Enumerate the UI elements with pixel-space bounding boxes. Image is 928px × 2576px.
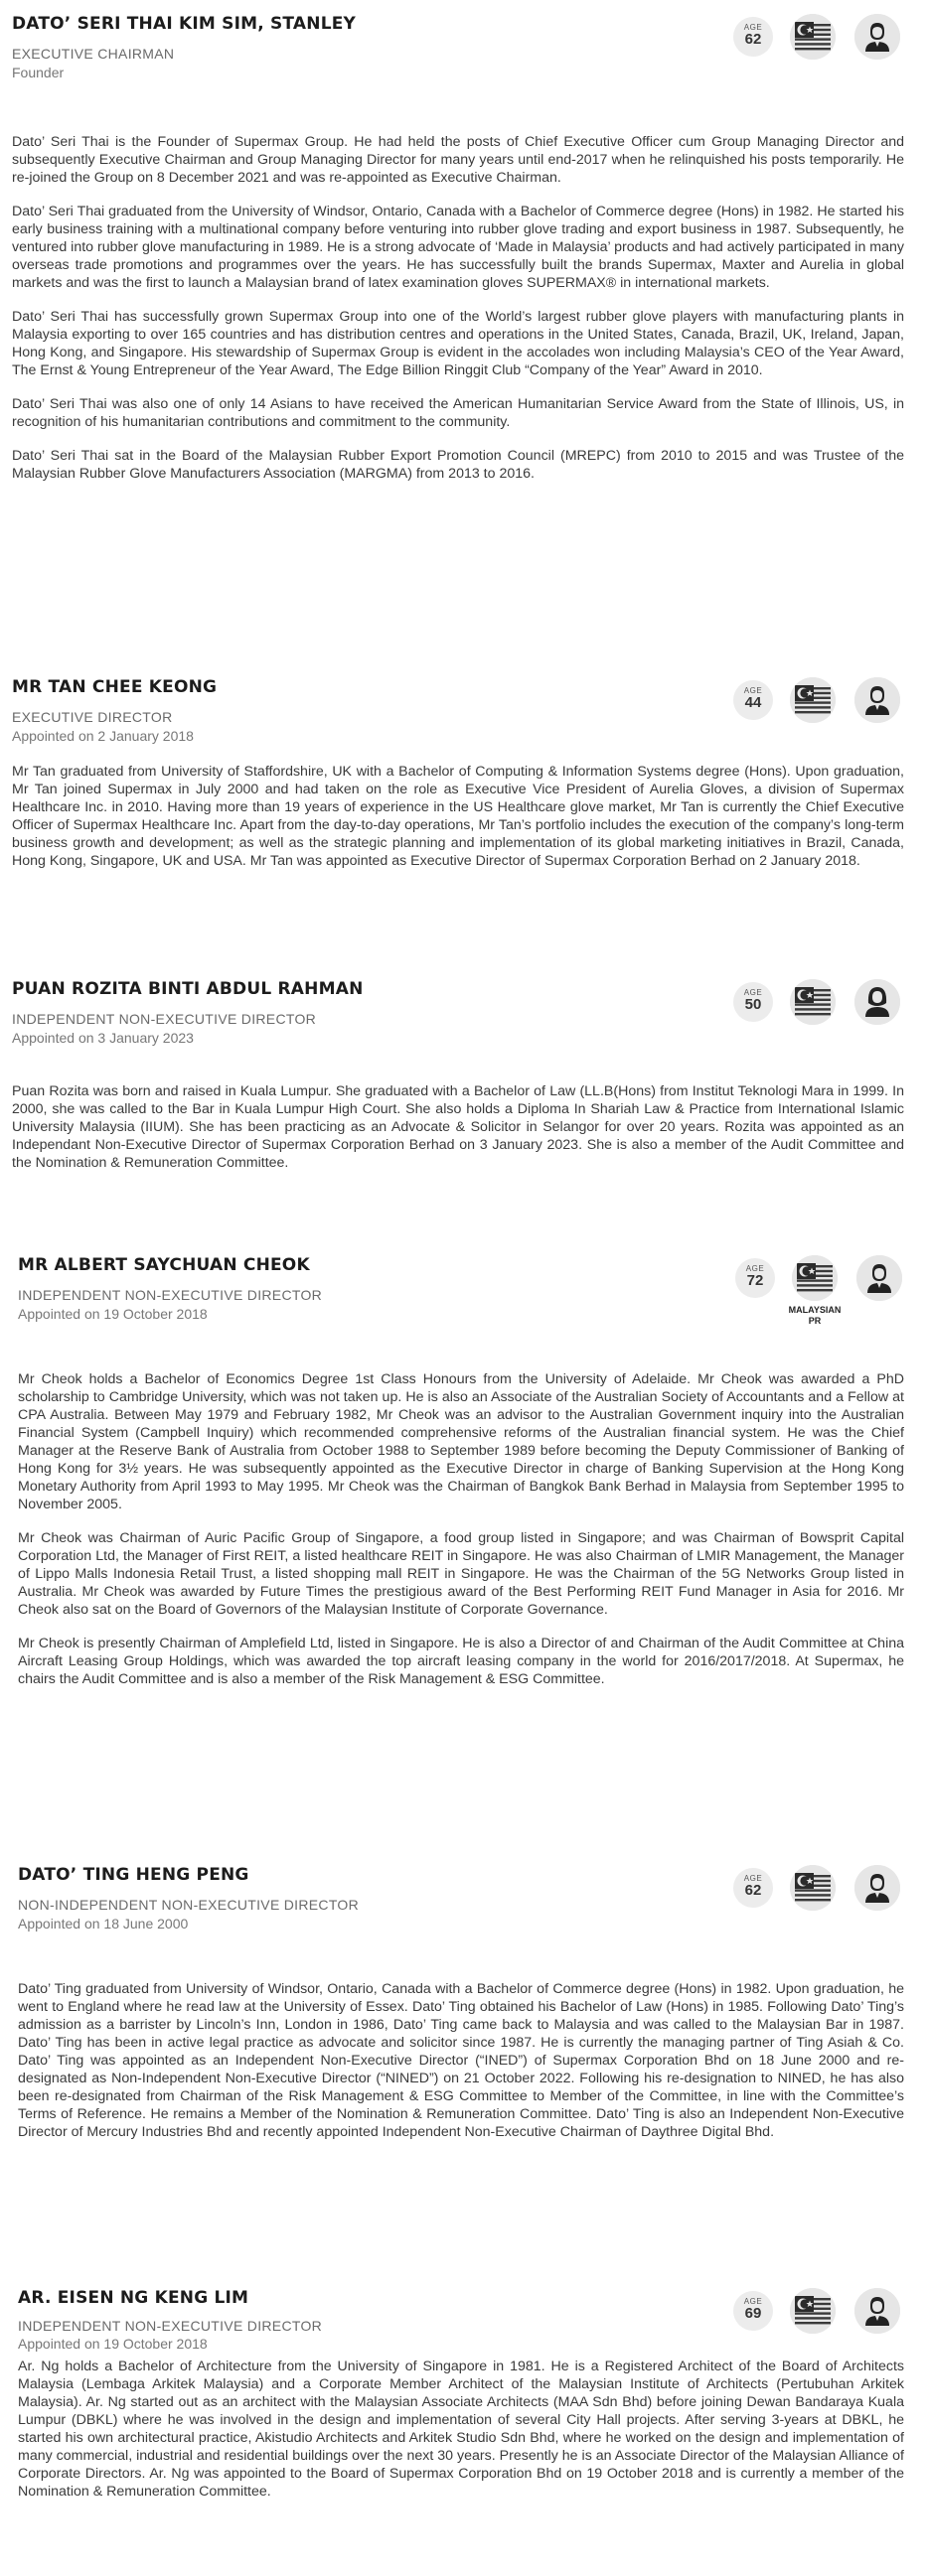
director-profile <box>12 14 906 570</box>
bio-paragraph: Dato’ Seri Thai sat in the Board of the Malaysian Rubber Export Promotion Council (MREPC) from 2010 to 2015 and was Trustee of the Malaysian Rubber Glove Manufacturers Association (MARGMA) from 2013 to 2016. <box>12 448 904 482</box>
director-profile <box>12 979 906 1208</box>
age-badge <box>733 982 773 1022</box>
bio-paragraph: Mr Cheok holds a Bachelor of Economics Degree 1st Class Honours from the University of Adelaide. Mr Cheok was awarded a PhD scholarship to Cambridge University, which was not taken up. He is also an Associate of the Australian Society of Accountants and a Fellow at CPA Australia. Between May 1979 and February 1982, Mr Cheok was an advisor to the Australian Government inquiry into the Australian Financial System (Campbell Inquiry) which recommended comprehensive reforms of the Australian financial system. He was the Chief Manager at the Reserve Bank of Australia from October 1988 to September 1989 before becoming the Deputy Commissioner of Banking of Hong Kong for 3½ years. He was subsequently appointed as the Executive Director in charge of Banking Supervision at the Hong Kong Monetary Authority from April 1993 to May 1995. Mr Cheok was the Chairman of Bangkok Bank Berhad in Malaysia from September 1995 to November 2005. <box>18 1371 904 1512</box>
bio-paragraph: Ar. Ng holds a Bachelor of Architecture from the University of Singapore in 1981. He is a Registered Architect of the Board of Architects Malaysia (Lembaga Arkitek Malaysia) and a Corporate Member Architect of the Malaysian Institute of Architects (Pertubuhan Arkitek Malaysia). Ar. Ng started out as an architect with the Malaysian Associate Architects (MAA Sdn Bhd) before joining Dewan Bandaraya Kuala Lumpur (DBKL) where he was involved in the design and implementation of several City Hall projects. After serving 3-years at DBKL, he started his own architectural practice, Akistudio Architects and Arkitek Studio Sdn Bhd, where he worked on the design and implementation of many commercial, industrial and residential buildings over the next 30 years. Presently he is an Associate Director of the Malaysian Alliance of Corporate Directors. Ar. Ng was appointed to the Board of Supermax Corporation Bhd on 19 October 2018 and is currently a member of the Nomination & Remuneration Committee. <box>18 2359 904 2500</box>
malaysia-flag-icon <box>790 14 836 60</box>
malaysia-flag-icon <box>790 979 836 1025</box>
male-person-icon <box>854 677 900 723</box>
director-badges <box>733 677 907 737</box>
director-role: INDEPENDENT NON-EXECUTIVE DIRECTOR <box>18 2318 323 2334</box>
age-badge <box>733 680 773 720</box>
age-label: AGE <box>745 1264 765 1273</box>
age-value: 62 <box>744 1882 762 1899</box>
age-label: AGE <box>743 2297 763 2306</box>
director-role: NON-INDEPENDENT NON-EXECUTIVE DIRECTOR <box>18 1897 360 1913</box>
malaysia-flag-icon <box>790 2288 836 2334</box>
director-name: MR ALBERT SAYCHUAN CHEOK <box>18 1255 310 1275</box>
director-subtitle: Appointed on 2 January 2018 <box>12 728 194 744</box>
director-subtitle: Appointed on 18 June 2000 <box>18 1916 189 1932</box>
bio-paragraph: Puan Rozita was born and raised in Kuala Lumpur. She graduated with a Bachelor of Law (LL.B(Hons) from Institut Teknologi Mara in 1999. In 2000, she was called to the Bar in Kuala Lumpur High Court. She also holds a Diploma In Shariah Law & Practice from International Islamic University Malaysia (IIUM). She has been practicing as an Advocate & Solicitor in Selangor for over 20 years. Rozita was appointed as an Independant Non-Executive Director of Supermax Corporation Berhad on 3 January 2023. She is also a member of the Audit Committee and the Nomination & Remuneration Committee. <box>12 1083 904 1171</box>
male-person-icon <box>854 14 900 60</box>
director-badges <box>733 1865 907 1925</box>
director-badges <box>733 979 907 1039</box>
director-bio <box>18 1980 904 2157</box>
director-name: MR TAN CHEE KEONG <box>12 677 218 697</box>
age-badge <box>733 17 773 57</box>
director-bio <box>18 1370 904 1704</box>
director-badges <box>735 1255 909 1335</box>
director-name: AR. EISEN NG KENG LIM <box>18 2288 249 2308</box>
age-badge <box>735 1258 775 1298</box>
director-profile <box>18 1255 912 1791</box>
director-subtitle: Appointed on 19 October 2018 <box>18 2336 208 2352</box>
male-person-icon <box>856 1255 902 1301</box>
director-subtitle: Appointed on 19 October 2018 <box>18 1306 208 1322</box>
female-person-icon <box>854 979 900 1025</box>
bio-paragraph: Mr Cheok is presently Chairman of Amplefield Ltd, listed in Singapore. He is also a Director of and Chairman of the Audit Committee at China Aircraft Leasing Group Holdings, which was awarded the top aircraft leasing company in the world for 2016/2017/2018. At Supermax, he chairs the Audit Committee and is also a member of the Risk Management & ESG Committee. <box>18 1636 904 1687</box>
malaysia-flag-icon <box>790 677 836 723</box>
director-name: DATO’ TING HENG PENG <box>18 1865 249 1885</box>
bio-paragraph: Dato’ Seri Thai was also one of only 14 Asians to have received the American Humanitarian Service Award from the State of Illinois, US, in recognition of his humanitarian contributions and commitment to the community. <box>12 396 904 430</box>
bio-paragraph: Dato’ Seri Thai graduated from the University of Windsor, Ontario, Canada with a Bachelor of Commerce degree (Hons) in 1982. He started his early business training with a multinational company before venturing into rubber glove trading and export business in 1987. Subsequently, he ventured into rubber glove manufacturing in 1989. He is a strong advocate of ‘Made in Malaysia’ products and had actively participated in many overseas trade promotions and programmes over the years. He has successfully built the brands Supermax, Maxter and Aurelia in global markets and was the first to launch a Malaysian brand of latex examination gloves SUPERMAX® in international markets. <box>12 204 904 291</box>
age-label: AGE <box>743 686 763 695</box>
director-profile <box>12 677 906 926</box>
director-name: PUAN ROZITA BINTI ABDUL RAHMAN <box>12 979 364 999</box>
bio-paragraph: Mr Tan graduated from University of Staffordshire, UK with a Bachelor of Computing & Information Systems degree (Hons). Upon graduation, Mr Tan joined Supermax in July 2000 and had taken on the role as Executive Vice President of Aurelia Gloves, a division of Supermax Healthcare Inc. in 2010. Having more than 19 years of experience in the US Healthcare glove market, Mr Tan is currently the Chief Executive Officer of Supermax Healthcare Inc. Apart from the day-to-day operations, Mr Tan’s portfolio includes the execution of the company’s long-term business growth and development; as well as the strategic planning and implementation of its global marketing initiatives in Brazil, Canada, Hong Kong, Singapore, UK and USA. Mr Tan was appointed as Executive Director of Supermax Corporation Berhad on 2 January 2018. <box>12 764 904 869</box>
male-person-icon <box>854 1865 900 1911</box>
director-bio <box>12 763 904 886</box>
director-bio <box>12 133 904 499</box>
director-profile <box>18 2288 912 2571</box>
director-role: INDEPENDENT NON-EXECUTIVE DIRECTOR <box>12 1011 317 1027</box>
director-subtitle: Appointed on 3 January 2023 <box>12 1030 194 1046</box>
age-value: 69 <box>744 2305 762 2322</box>
director-badges <box>733 14 907 73</box>
director-name: DATO’ SERI THAI KIM SIM, STANLEY <box>12 14 357 34</box>
director-subtitle: Founder <box>12 65 65 80</box>
malaysia-flag-icon <box>792 1255 838 1301</box>
age-value: 72 <box>746 1272 764 1289</box>
age-label: AGE <box>743 1874 763 1883</box>
bio-paragraph: Dato’ Seri Thai has successfully grown Supermax Group into one of the World’s largest rubber glove players with manufacturing plants in Malaysia exporting to over 165 countries and has distribution centres and operations in the United States, Canada, Brazil, UK, Ireland, Japan, Hong Kong, and Singapore. His stewardship of Supermax Group is evident in the accolades won including Malaysia’s CEO of the Year Award, The Ernst & Young Entrepreneur of the Year Award, The Edge Billion Ringgit Club “Company of the Year” Award in 2010. <box>12 309 904 378</box>
director-bio <box>12 1082 904 1188</box>
nationality-tag: MALAYSIAN PR <box>788 1305 842 1326</box>
age-value: 50 <box>744 996 762 1013</box>
director-profile <box>18 1865 912 2232</box>
age-value: 44 <box>744 694 762 711</box>
bio-paragraph: Dato’ Seri Thai is the Founder of Supermax Group. He had held the posts of Chief Executive Officer cum Group Managing Director and subsequently Executive Chairman and Group Managing Director for many years until end-2017 when he relinquished his posts temporarily. He re-joined the Group on 8 December 2021 and was re-appointed as Executive Chairman. <box>12 134 904 186</box>
malaysia-flag-icon <box>790 1865 836 1911</box>
age-value: 62 <box>744 31 762 48</box>
director-bio <box>18 2358 904 2516</box>
age-badge <box>733 2291 773 2331</box>
bio-paragraph: Dato’ Ting graduated from University of Windsor, Ontario, Canada with a Bachelor of Commerce degree (Hons) in 1982. Upon graduation, he went to England where he read law at the University of Essex. Dato’ Ting obtained his Bachelor of Law (Hons) in 1985. Following Dato’ Ting’s admission as a barrister by Lincoln’s Inn, London in 1986, Dato’ Ting came back to Malaysia and was called to the Malaysian Bar in 1987. Dato’ Ting has been in active legal practice as advocate and solicitor since 1987. He is currently the managing partner of Ting Asiah & Co. Dato’ Ting was appointed as an Independent Non-Executive Director (“INED”) of Supermax Corporation Bhd on 18 June 2000 and re-designated as Non-Independent Non-Executive Director (“NINED”) on 21 October 2022. Following his re-designation to NINED, he has also been re-designated from Chairman of the Risk Management & ESG Committee to Member of the Committee, in line with the Committee’s Terms of Reference. He remains a Member of the Nomination & Remuneration Committee. Dato’ Ting is also an Independent Non-Executive Director of Mercury Industries Bhd and recently appointed Independent Non-Executive Chairman of Daythree Digital Bhd. <box>18 1981 904 2140</box>
age-label: AGE <box>743 988 763 997</box>
director-role: INDEPENDENT NON-EXECUTIVE DIRECTOR <box>18 1287 323 1303</box>
age-badge <box>733 1868 773 1908</box>
director-badges <box>733 2288 907 2348</box>
director-role: EXECUTIVE DIRECTOR <box>12 709 173 725</box>
bio-paragraph: Mr Cheok was Chairman of Auric Pacific Group of Singapore, a food group listed in Singapore; and was Chairman of Bowsprit Capital Corporation Ltd, the Manager of First REIT, a listed healthcare REIT in Singapore. He was also Chairman of LMIR Management, the Manager of Lippo Malls Indonesia Retail Trust, a listed shopping mall REIT in Singapore. He was the Chairman of the 5G Networks Group listed in Australia. Mr Cheok was awarded by Future Times the prestigious award of the Best Performing REIT Fund Manager in Asia for 2016. Mr Cheok also sat on the Board of Governors of the Malaysian Institute of Corporate Governance. <box>18 1530 904 1618</box>
male-person-icon <box>854 2288 900 2334</box>
director-role: EXECUTIVE CHAIRMAN <box>12 46 175 62</box>
age-label: AGE <box>743 23 763 32</box>
